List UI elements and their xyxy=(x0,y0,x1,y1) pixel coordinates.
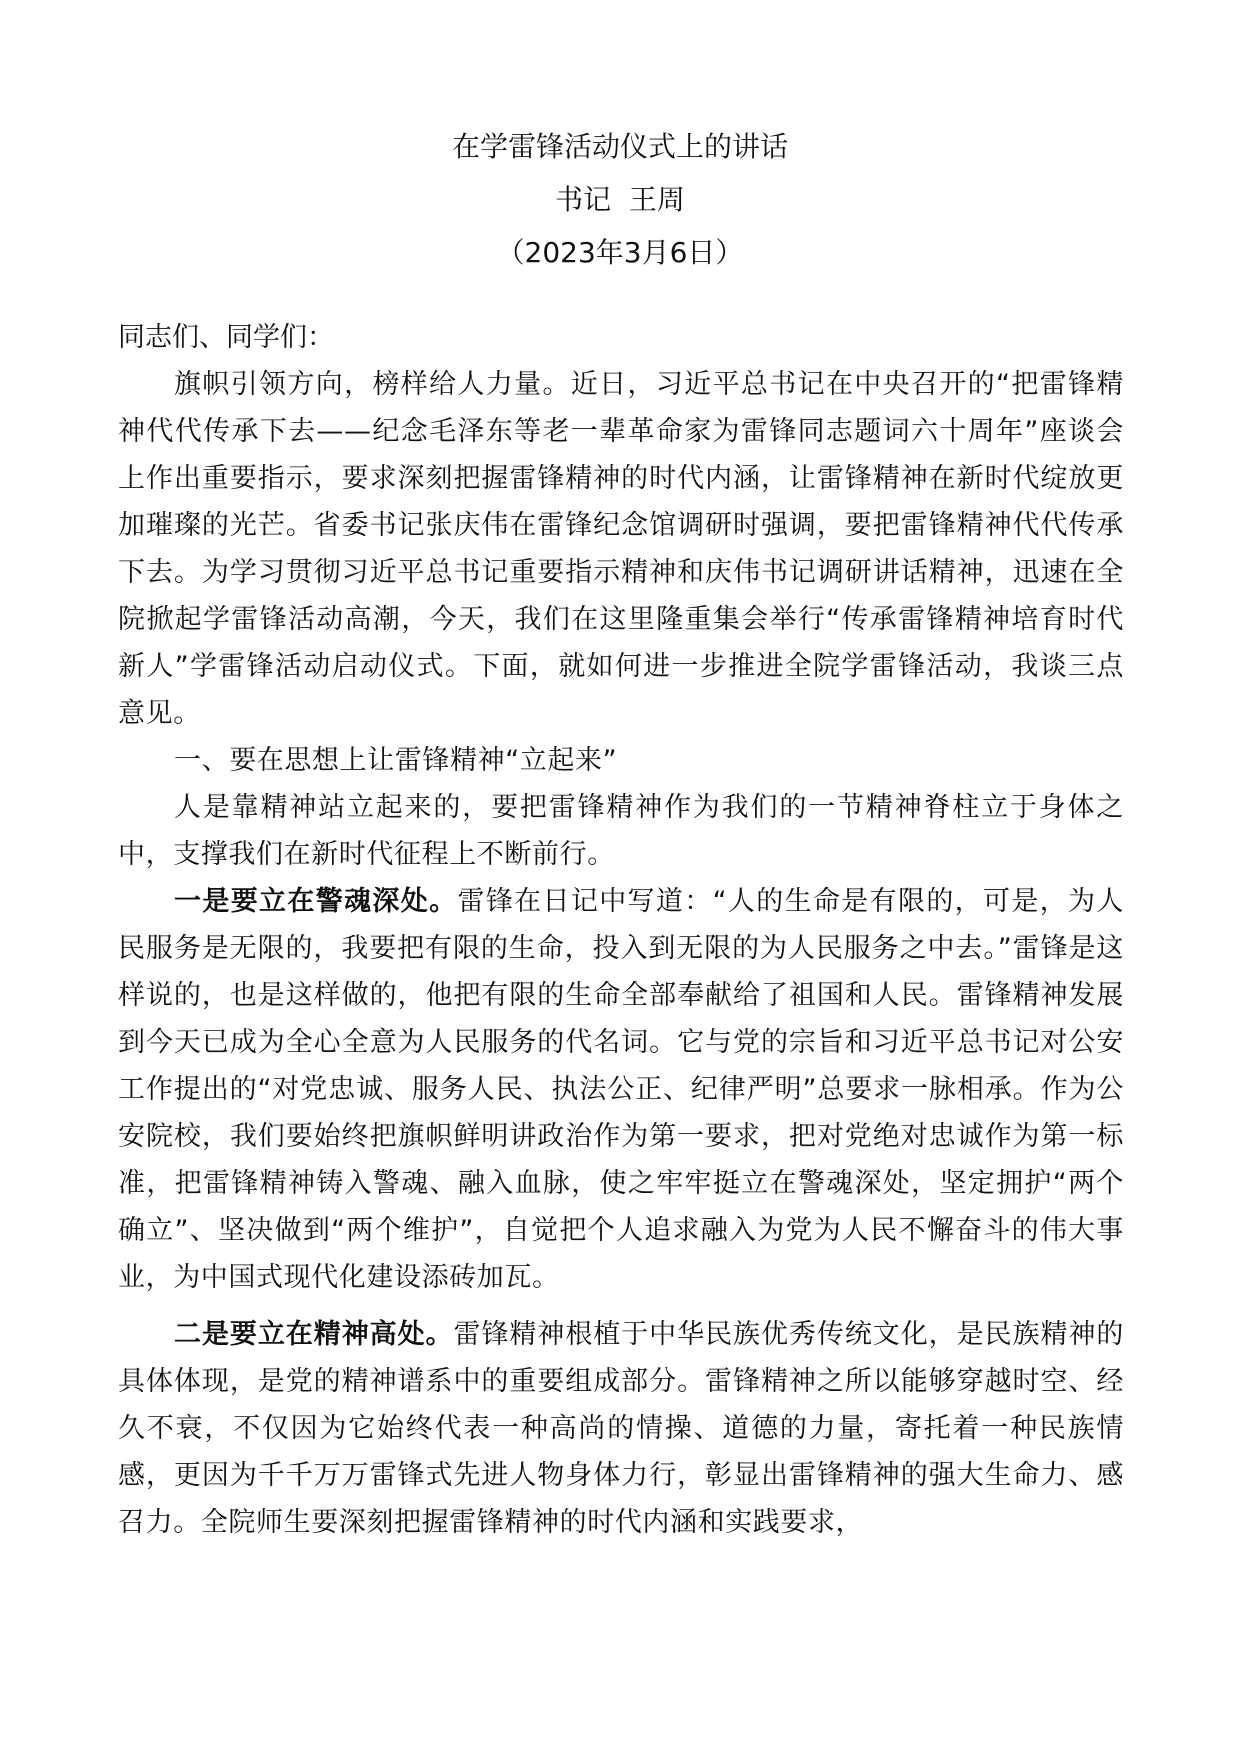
speech-date: （2023年3月6日） xyxy=(496,236,744,269)
document-header xyxy=(0,120,1240,279)
document-body xyxy=(118,314,1124,1546)
section-1-intro-paragraph: 人是靠精神站立起来的，要把雷锋精神作为我们的一节精神脊柱立于身体之中，支撑我们在新时代征程上不断前行。 xyxy=(118,792,1124,870)
point-2-text: 雷锋精神根植于中华民族优秀传统文化，是民族精神的具体体现，是党的精神谱系中的重要组成部分。雷锋精神之所以能够穿越时空、经久不衰，不仅因为它始终代表一种高尚的情操、道德的力量，寄托着一种民族情感，更因为千千万万雷锋式先进人物身体力行，彰显出雷锋精神的强大生命力、感召力。全院师生要深刻把握雷锋精神的时代内涵和实践要求， xyxy=(118,1319,1124,1538)
point-1-text: 雷锋在日记中写道：“人的生命是有限的，可是，为人民服务是无限的，我要把有限的生命，投入到无限的为人民服务之中去。”雷锋是这样说的，也是这样做的，他把有限的生命全部奉献给了祖国和人民。雷锋精神发展到今天已成为全心全意为人民服务的代名词。它与党的宗旨和习近平总书记对公安工作提出的“对党忠诚、服务人民、执法公正、纪律严明”总要求一脉相承。作为公安院校，我们要始终把旗帜鲜明讲政治作为第一要求，把对党绝对忠诚作为第一标准，把雷锋精神铸入警魂、融入血脉，使之牢牢挺立在警魂深处，坚定拥护“两个确立”、坚决做到“两个维护”，自觉把个人追求融入为党为人民不懈奋斗的伟大事业，为中国式现代化建设添砖加瓦。 xyxy=(118,886,1125,1293)
point-1-paragraph xyxy=(118,878,1124,1301)
point-2-lead: 二是要立在精神高处。 xyxy=(174,1319,454,1350)
intro-paragraph: 旗帜引领方向，榜样给人力量。近日，习近平总书记在中央召开的“把雷锋精神代代传承下去——纪念毛泽东等老一辈革命家为雷锋同志题词六十周年”座谈会上作出重要指示，要求深刻把握雷锋精神的时代内涵，让雷锋精神在新时代绽放更加璀璨的光芒。省委书记张庆伟在雷锋纪念馆调研时强调，要把雷锋精神代代传承下去。为学习贯彻习近平总书记重要指示精神和庆伟书记调研讲话精神，迅速在全院掀起学雷锋活动高潮，今天，我们在这里隆重集会举行“传承雷锋精神培育时代新人”学雷锋活动启动仪式。下面，就如何进一步推进全院学雷锋活动，我谈三点意见。 xyxy=(118,369,1124,729)
point-1-lead: 一是要立在警魂深处。 xyxy=(174,886,458,917)
salutation: 同志们、同学们： xyxy=(118,322,334,353)
speaker-line: 书记 王周 xyxy=(555,183,685,216)
point-2-paragraph xyxy=(118,1311,1124,1546)
speech-title: 在学雷锋活动仪式上的讲话 xyxy=(451,130,788,163)
section-heading-1: 一、要在思想上让雷锋精神“立起来” xyxy=(174,745,618,776)
